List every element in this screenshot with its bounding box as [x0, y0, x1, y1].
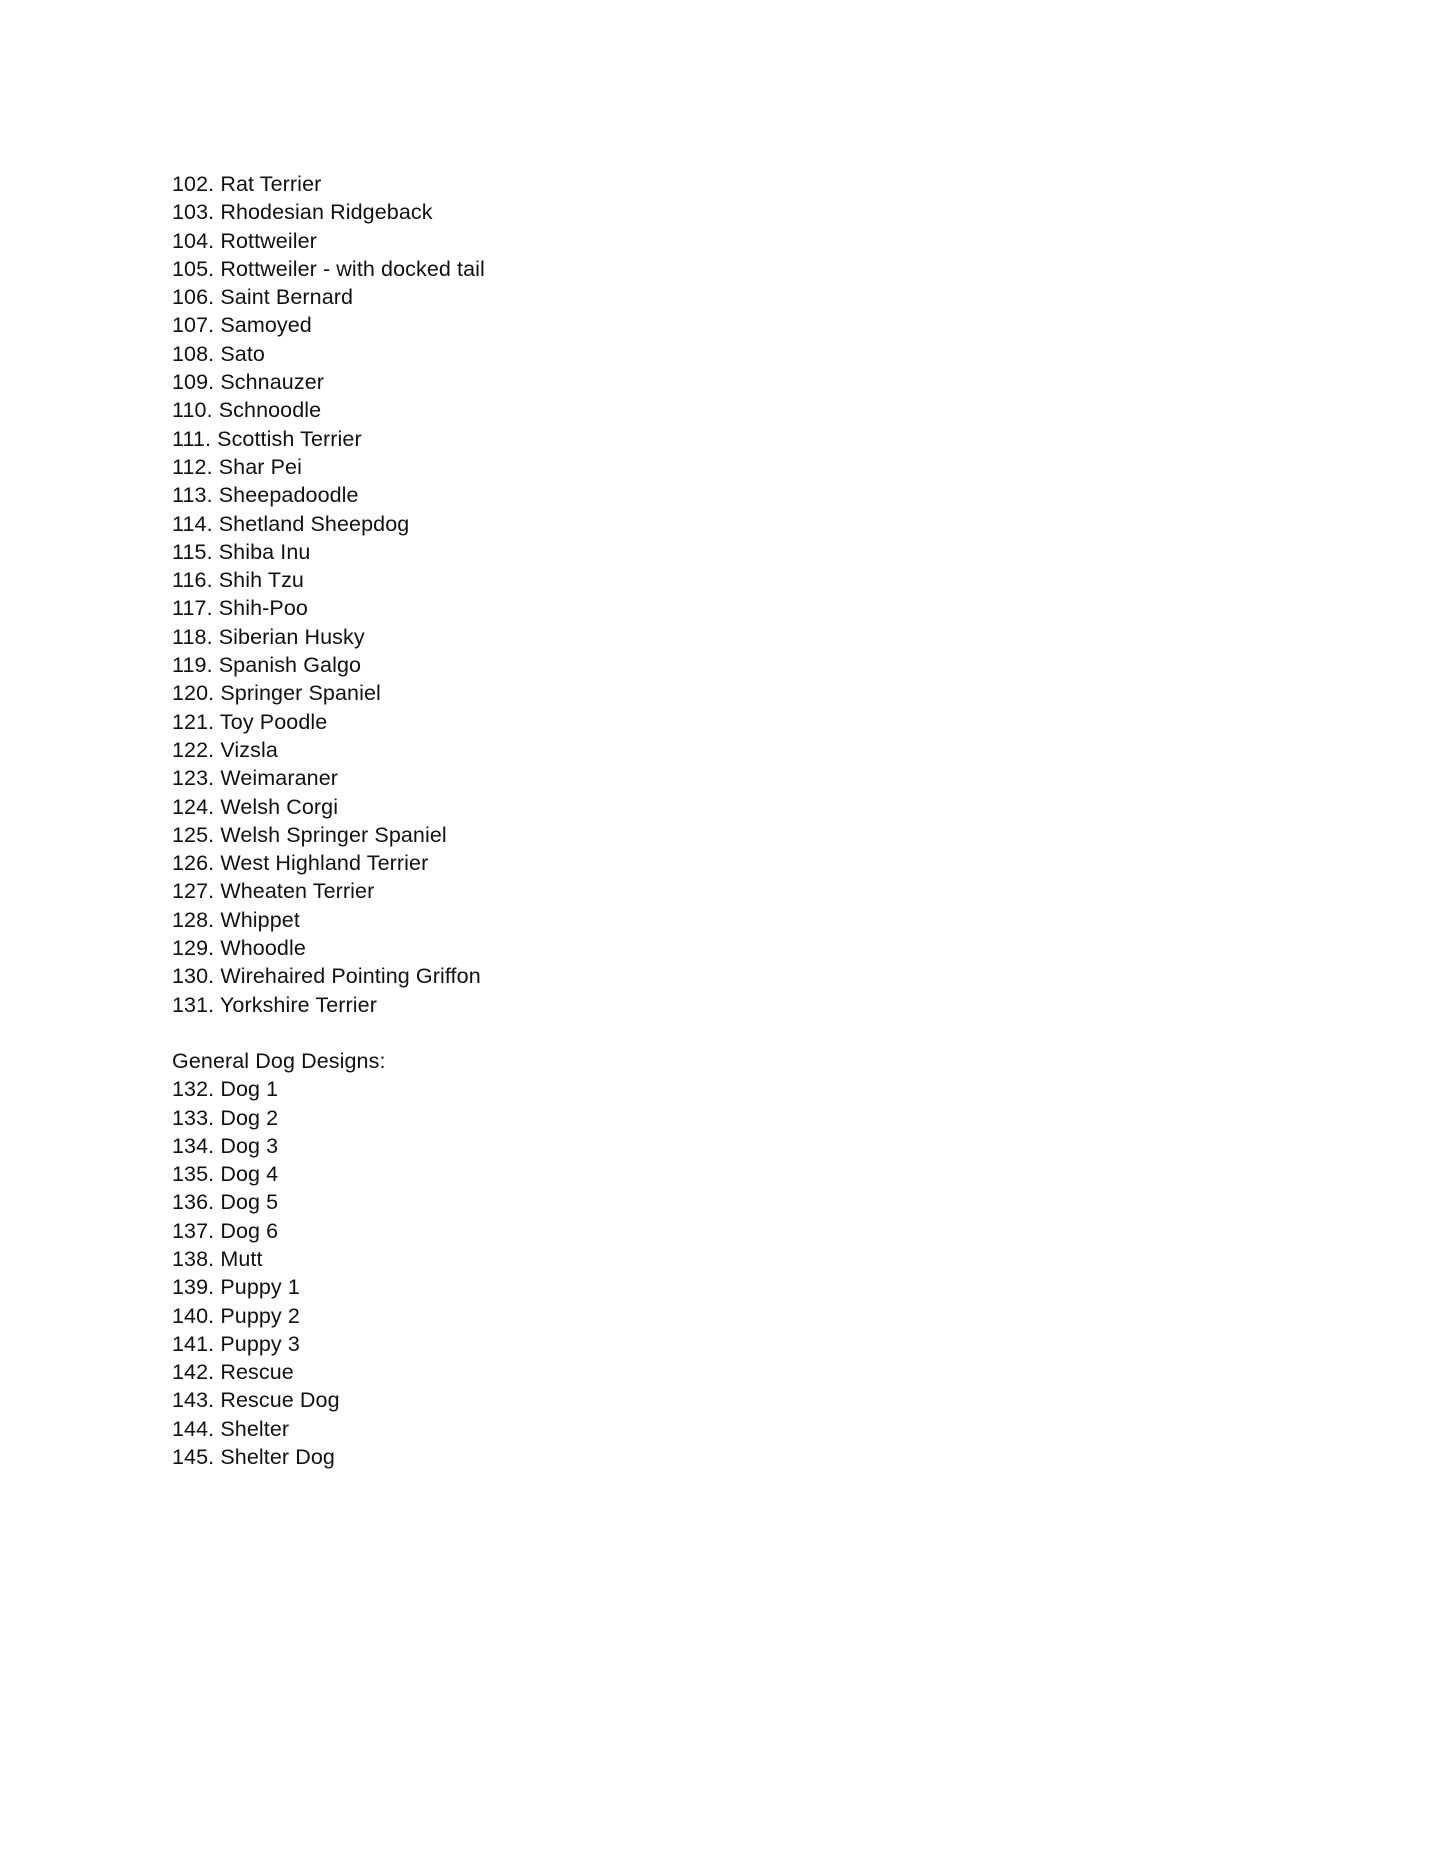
- list-item: 120. Springer Spaniel: [172, 681, 381, 706]
- list-item: 145. Shelter Dog: [172, 1445, 335, 1470]
- list-item: 119. Spanish Galgo: [172, 653, 362, 678]
- list-item: 104. Rottweiler: [172, 228, 317, 253]
- list-item: 131. Yorkshire Terrier: [172, 992, 377, 1017]
- document-body: [172, 170, 1272, 1471]
- list-item: 125. Welsh Springer Spaniel: [172, 822, 447, 847]
- list-item: 103. Rhodesian Ridgeback: [172, 200, 433, 225]
- general-dog-designs-list: [172, 1075, 1272, 1471]
- list-item: 132. Dog 1: [172, 1077, 279, 1102]
- list-item: 139. Puppy 1: [172, 1275, 300, 1300]
- list-item: 137. Dog 6: [172, 1218, 279, 1243]
- list-item: 130. Wirehaired Pointing Griffon: [172, 964, 481, 989]
- list-item: 116. Shih Tzu: [172, 568, 304, 593]
- list-item: 123. Weimaraner: [172, 766, 339, 791]
- breed-list: [172, 170, 1272, 1019]
- list-item: 108. Sato: [172, 341, 265, 366]
- list-item: 140. Puppy 2: [172, 1303, 300, 1328]
- list-item: 117. Shih-Poo: [172, 596, 308, 621]
- list-item: 128. Whippet: [172, 907, 300, 932]
- list-item: 129. Whoodle: [172, 936, 306, 961]
- section-heading-general-dog-designs: General Dog Designs:: [172, 1048, 386, 1073]
- list-item: 112. Shar Pei: [172, 454, 302, 479]
- list-item: 107. Samoyed: [172, 313, 312, 338]
- section-divider: [172, 1019, 1272, 1047]
- list-item: 121. Toy Poodle: [172, 709, 328, 734]
- list-item: 105. Rottweiler - with docked tail: [172, 256, 485, 281]
- list-item: 144. Shelter: [172, 1416, 290, 1441]
- list-item: 114. Shetland Sheepdog: [172, 511, 410, 536]
- list-item: 115. Shiba Inu: [172, 539, 311, 564]
- list-item: 124. Welsh Corgi: [172, 794, 339, 819]
- list-item: 138. Mutt: [172, 1246, 263, 1271]
- list-item: 113. Sheepadoodle: [172, 483, 359, 508]
- list-item: 102. Rat Terrier: [172, 172, 322, 196]
- list-item: 127. Wheaten Terrier: [172, 879, 375, 904]
- list-item: 133. Dog 2: [172, 1105, 279, 1130]
- list-item: 135. Dog 4: [172, 1162, 279, 1187]
- list-item: 106. Saint Bernard: [172, 285, 354, 310]
- list-item: 110. Schnoodle: [172, 398, 322, 423]
- list-item: 109. Schnauzer: [172, 370, 325, 395]
- list-item: 122. Vizsla: [172, 737, 278, 762]
- list-item: 134. Dog 3: [172, 1133, 279, 1158]
- list-item: 118. Siberian Husky: [172, 624, 365, 649]
- list-item: 143. Rescue Dog: [172, 1388, 340, 1413]
- list-item: 136. Dog 5: [172, 1190, 279, 1215]
- list-item: 141. Puppy 3: [172, 1331, 300, 1356]
- list-item: 142. Rescue: [172, 1360, 294, 1385]
- list-item: 111. Scottish Terrier: [172, 426, 362, 451]
- list-item: 126. West Highland Terrier: [172, 851, 429, 876]
